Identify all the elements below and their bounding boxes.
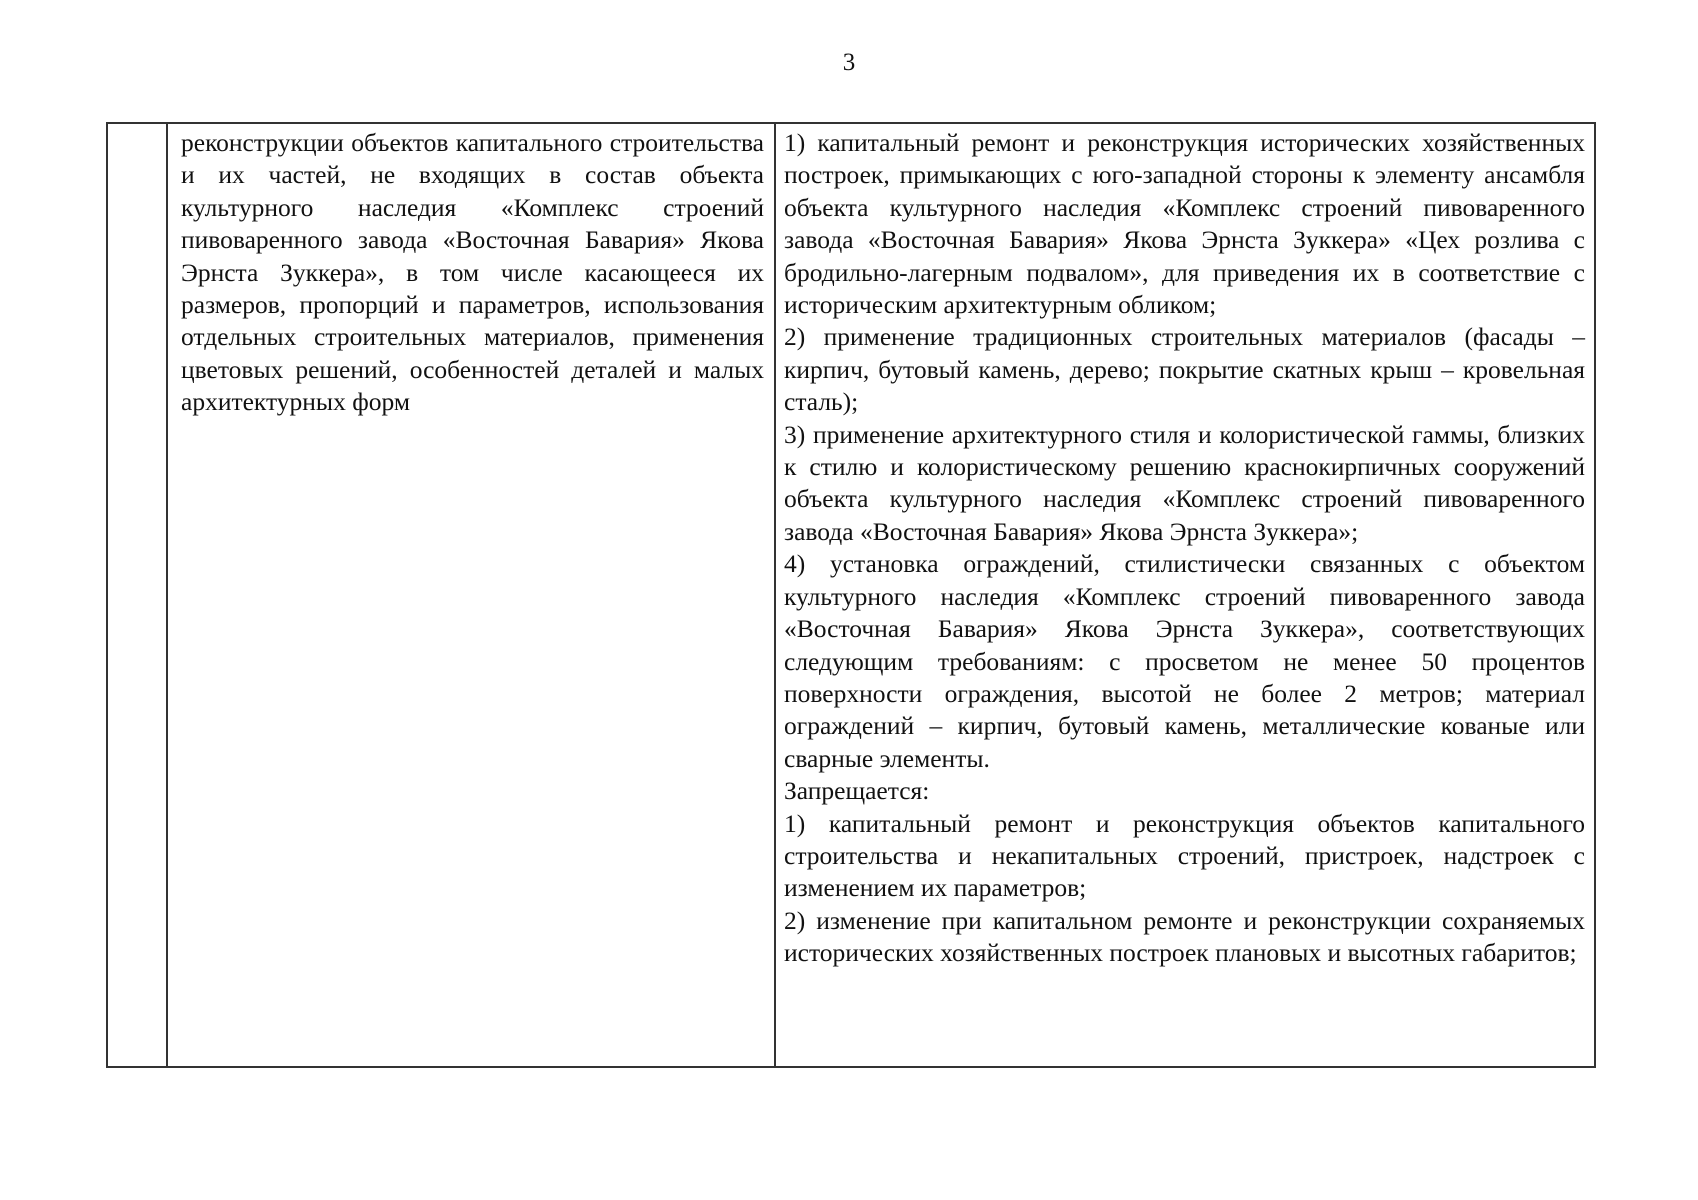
regulations-table [106,122,1596,1068]
prohibited-item-1: 1) капитальный ремонт и реконструкция объектов капитального строительства и некапитальных строений, пристроек, надстроек с изменением их параметров; [784,808,1585,903]
detail-item-3: 3) применение архитектурного стиля и колористической гаммы, близких к стилю и колористическому решению краснокирпичных сооружений объекта культурного наследия «Комплекс строений пивоваренного завода «Восточная Бавария» Якова Эрнста Зуккера»; [784,419,1585,546]
detail-item-1: 1) капитальный ремонт и реконструкция исторических хозяйственных построек, примыкающих с юго-западной стороны к элементу ансамбля объекта культурного наследия «Комплекс строений пивоваренного завода «Восточная Бавария» Якова Эрнста Зуккера» «Цех розлива с бродильно-лагерным подвалом», для приведения их в соответствие с историческим архитектурным обликом; [784,128,1585,320]
page-number: 3 [842,49,856,76]
requirement-text: реконструкции объектов капитального строительства и их частей, не входящих в состав объекта культурного наследия «Комплекс строений пивоваренного завода «Восточная Бавария» Якова Эрнста Зуккера», в том числе касающееся их размеров, пропорций и параметров, использования отдельных строительных материалов, применения цветовых решений, особенностей деталей и малых архитектурных форм [181,128,764,417]
details-cell [776,124,1594,1066]
row-number-cell [108,124,168,1066]
requirement-cell [168,124,776,1066]
detail-item-2: 2) применение традиционных строительных материалов (фасады – кирпич, бутовый камень, дерево; покрытие скатных крыш – кровельная сталь); [784,322,1585,417]
prohibited-item-2: 2) изменение при капитальном ремонте и реконструкции сохраняемых исторических хозяйственных построек плановых и высотных габаритов; [784,905,1585,968]
prohibited-heading: Запрещается: [784,776,930,806]
detail-item-4: 4) установка ограждений, стилистически связанных с объектом культурного наследия «Комплекс строений пивоваренного завода «Восточная Бавария» Якова Эрнста Зуккера», соответствующих следующим требованиям: с просветом не менее 50 процентов поверхности ограждения, высотой не более 2 метров; материал ограждений – кирпич, бутовый камень, металлические кованые или сварные элементы. [784,549,1585,773]
